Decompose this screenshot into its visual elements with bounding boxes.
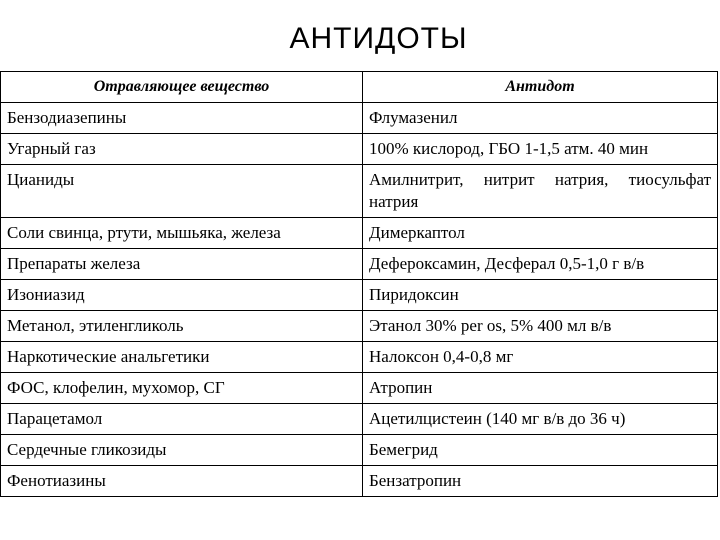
- poison-cell: Цианиды: [1, 165, 363, 218]
- table-row: [1, 218, 718, 249]
- poison-cell: Угарный газ: [1, 134, 363, 165]
- table-row: [1, 165, 718, 218]
- antidote-cell: Атропин: [363, 373, 718, 404]
- antidote-cell: Ацетилцистеин (140 мг в/в до 36 ч): [363, 404, 718, 435]
- poison-cell: Бензодиазепины: [1, 103, 363, 134]
- antidote-cell: Этанол 30% per os, 5% 400 мл в/в: [363, 311, 718, 342]
- poison-cell: Наркотические анальгетики: [1, 342, 363, 373]
- table-header-row: [1, 72, 718, 103]
- antidote-cell: Амилнитрит, нитрит натрия, тиосульфат натрия: [363, 165, 718, 218]
- poison-cell: Парацетамол: [1, 404, 363, 435]
- poison-cell: Метанол, этиленгликоль: [1, 311, 363, 342]
- poison-cell: ФОС, клофелин, мухомор, СГ: [1, 373, 363, 404]
- table-row: [1, 280, 718, 311]
- table-row: [1, 435, 718, 466]
- antidote-cell: Флумазенил: [363, 103, 718, 134]
- table-row: [1, 249, 718, 280]
- header-poison: Отравляющее вещество: [1, 72, 363, 103]
- antidote-cell: Бемегрид: [363, 435, 718, 466]
- poison-cell: Препараты железа: [1, 249, 363, 280]
- header-antidote: Антидот: [363, 72, 718, 103]
- poison-cell: Изониазид: [1, 280, 363, 311]
- table-row: [1, 103, 718, 134]
- table-row: [1, 373, 718, 404]
- page-title: АНТИДОТЫ: [289, 22, 468, 55]
- antidote-cell: Димеркаптол: [363, 218, 718, 249]
- antidote-cell: Дефероксамин, Десферал 0,5-1,0 г в/в: [363, 249, 718, 280]
- table-row: [1, 134, 718, 165]
- antidote-table: [0, 71, 718, 497]
- antidote-cell: Налоксон 0,4-0,8 мг: [363, 342, 718, 373]
- table-row: [1, 311, 718, 342]
- antidote-cell: 100% кислород, ГБО 1-1,5 атм. 40 мин: [363, 134, 718, 165]
- table-row: [1, 466, 718, 497]
- table-row: [1, 342, 718, 373]
- antidote-cell: Бензатропин: [363, 466, 718, 497]
- table-row: [1, 404, 718, 435]
- poison-cell: Сердечные гликозиды: [1, 435, 363, 466]
- antidote-cell: Пиридоксин: [363, 280, 718, 311]
- poison-cell: Соли свинца, ртути, мышьяка, железа: [1, 218, 363, 249]
- poison-cell: Фенотиазины: [1, 466, 363, 497]
